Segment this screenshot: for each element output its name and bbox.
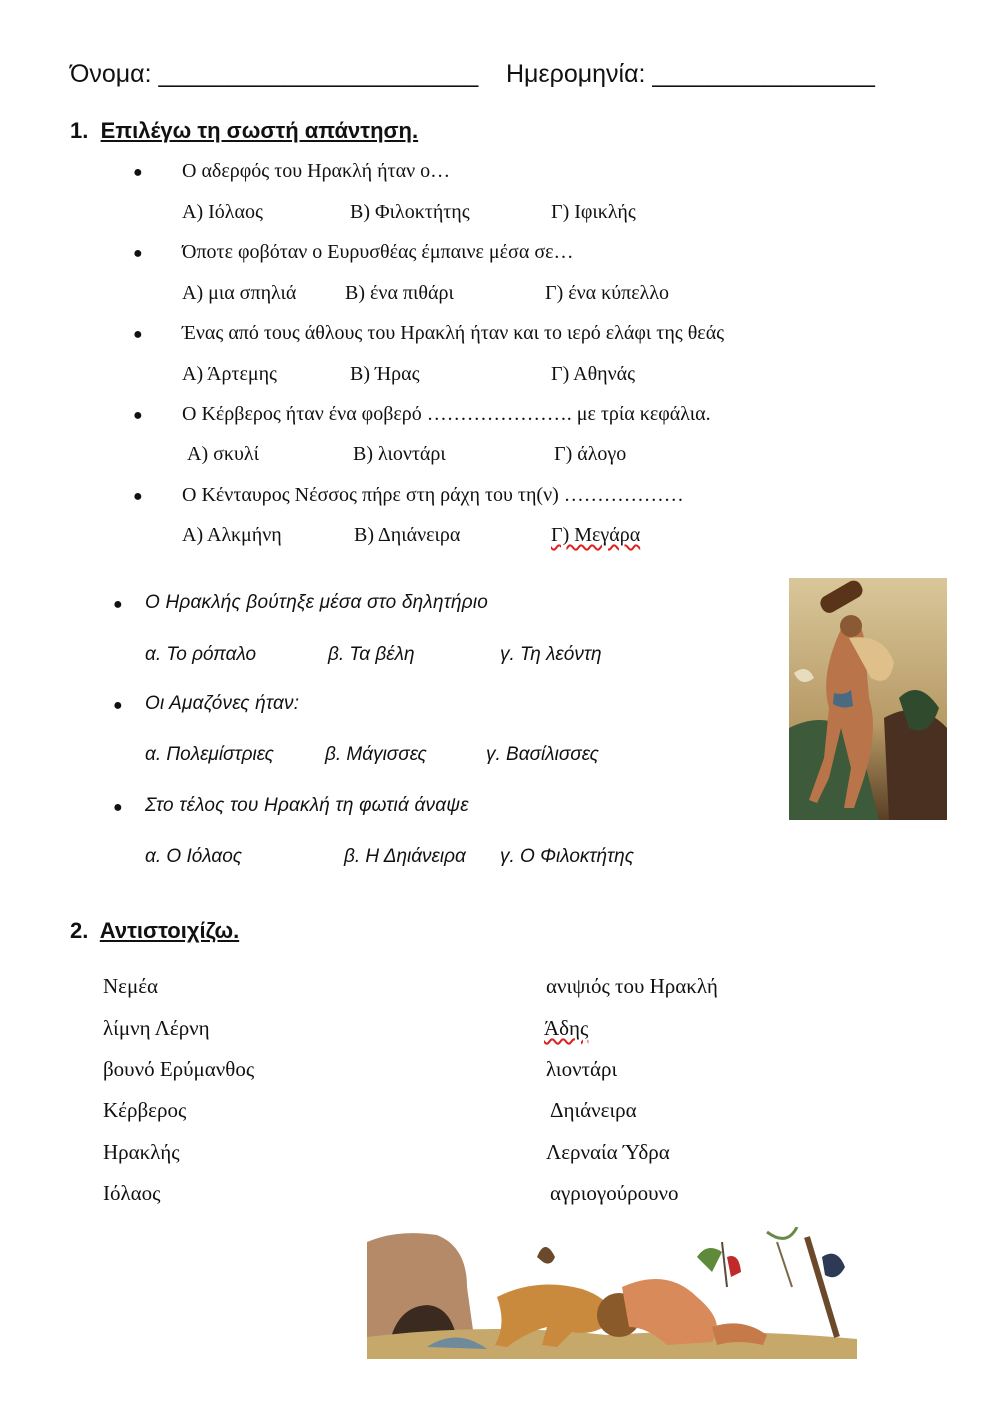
bullet: ●: [113, 799, 123, 816]
match-right-item[interactable]: ανιψιός του Ηρακλή: [546, 974, 718, 998]
q6-option-b[interactable]: β. Τα βέλη: [328, 644, 415, 665]
section-1-number: 1.: [70, 118, 89, 143]
match-left-item[interactable]: βουνό Ερύμανθος: [103, 1057, 255, 1081]
section-2-title-text: Αντιστοιχίζω.: [99, 918, 240, 943]
bullet: ●: [133, 407, 143, 424]
q7-option-c[interactable]: γ. Βασίλισσες: [486, 744, 599, 765]
bullet: ●: [133, 488, 143, 505]
q8-option-c[interactable]: γ. Ο Φιλοκτήτης: [500, 846, 634, 867]
match-right-item[interactable]: Άδης: [544, 1016, 589, 1040]
match-right-item[interactable]: Δηιάνειρα: [550, 1098, 637, 1122]
q1-option-c[interactable]: Γ) Ιφικλής: [551, 201, 636, 223]
section-2-title: [70, 918, 239, 944]
question-8-text: Στο τέλος του Ηρακλή τη φωτιά άναψε: [145, 795, 469, 816]
question-3-text: Ένας από τους άθλους του Ηρακλή ήταν και το ιερό ελάφι της θεάς: [182, 322, 725, 344]
q2-option-a[interactable]: Α) μια σπηλιά: [182, 282, 297, 304]
question-5-text: Ο Κένταυρος Νέσσος πήρε στη ράχη του τη(ν) ………………: [182, 484, 684, 506]
q5-option-c[interactable]: Γ) Μεγάρα: [551, 524, 641, 546]
question-1-text: Ο αδερφός του Ηρακλή ήταν ο…: [182, 160, 451, 182]
match-left-item[interactable]: Νεμέα: [103, 974, 159, 998]
bullet: ●: [113, 697, 123, 714]
q2-option-c[interactable]: Γ) ένα κύπελλο: [545, 282, 670, 304]
q2-option-b[interactable]: Β) ένα πιθάρι: [345, 282, 454, 304]
lion-fight-illustration: [367, 1227, 857, 1359]
bullet: ●: [133, 326, 143, 343]
q7-option-a[interactable]: α. Πολεμίστριες: [145, 744, 274, 765]
bullet: ●: [133, 245, 143, 262]
q7-option-b[interactable]: β. Μάγισσες: [325, 744, 427, 765]
question-7-text: Οι Αμαζόνες ήταν:: [145, 693, 300, 714]
section-1-title-text: Επιλέγω τη σωστή απάντηση.: [100, 118, 419, 143]
q4-option-c[interactable]: Γ) άλογο: [554, 443, 627, 465]
match-right-item[interactable]: Λερναία Ύδρα: [546, 1140, 670, 1164]
question-4-text: Ο Κέρβερος ήταν ένα φοβερό …………………. με τρία κεφάλια.: [182, 403, 711, 425]
name-field[interactable]: Όνομα: _______________________: [70, 60, 479, 88]
q1-option-b[interactable]: Β) Φιλοκτήτης: [350, 201, 470, 223]
section-2-number: 2.: [70, 918, 89, 943]
bullet: ●: [133, 164, 143, 181]
match-right-item[interactable]: αγριογούρουνο: [550, 1181, 679, 1205]
q3-option-b[interactable]: Β) Ήρας: [350, 363, 420, 385]
q5-option-a[interactable]: Α) Αλκμήνη: [182, 524, 282, 546]
q3-option-c[interactable]: Γ) Αθηνάς: [551, 363, 636, 385]
q4-option-a[interactable]: Α) σκυλί: [187, 443, 259, 465]
q6-option-c[interactable]: γ. Τη λεόντη: [500, 644, 602, 665]
question-2-text: Όποτε φοβόταν ο Ευρυσθέας έμπαινε μέσα σε…: [182, 241, 574, 263]
match-right-item[interactable]: λιοντάρι: [546, 1057, 618, 1081]
match-left-item[interactable]: λίμνη Λέρνη: [103, 1016, 210, 1040]
q8-option-a[interactable]: α. Ο Ιόλαος: [145, 846, 243, 867]
bullet: ●: [113, 596, 123, 613]
date-field[interactable]: Ημερομηνία: ________________: [506, 60, 875, 88]
section-1-title: [70, 118, 418, 144]
q3-option-a[interactable]: Α) Άρτεμης: [182, 363, 277, 385]
match-left-item[interactable]: Ιόλαος: [103, 1181, 161, 1205]
q5-option-b[interactable]: Β) Δηιάνειρα: [354, 524, 461, 546]
lion-fight-icon: [367, 1227, 857, 1359]
match-left-item[interactable]: Κέρβερος: [103, 1098, 187, 1122]
hercules-club-icon: [789, 578, 947, 820]
q8-option-b[interactable]: β. Η Δηιάνειρα: [344, 846, 466, 867]
q1-option-a[interactable]: Α) Ιόλαος: [182, 201, 263, 223]
q6-option-a[interactable]: α. Το ρόπαλο: [145, 644, 257, 665]
match-left-item[interactable]: Ηρακλής: [103, 1140, 180, 1164]
question-6-text: Ο Ηρακλής βούτηξε μέσα στο δηλητήριο: [145, 592, 489, 613]
q4-option-b[interactable]: Β) λιοντάρι: [353, 443, 446, 465]
hercules-painting: [789, 578, 947, 820]
